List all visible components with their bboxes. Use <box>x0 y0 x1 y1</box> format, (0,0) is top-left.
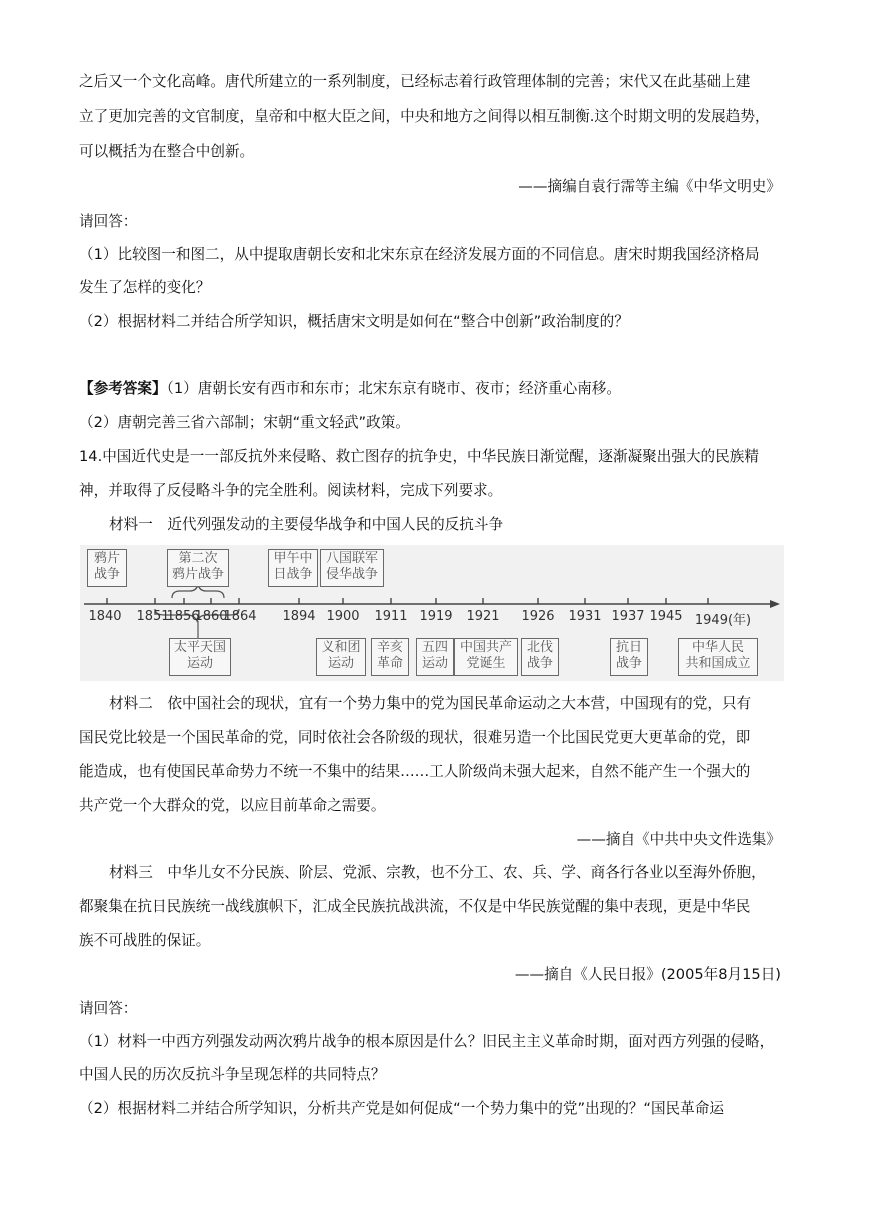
struggle-box-may-fourth <box>416 638 454 676</box>
year-1919: 1919 <box>419 609 453 624</box>
struggle-box-taiping <box>169 638 231 676</box>
passage-line-1: 之后又一个文化高峰。唐代所建立的一系列制度，已经标志着行政管理体制的完善；宋代又在此基础上建 <box>79 73 751 90</box>
passage-line-2: 立了更加完善的文官制度，皇帝和中枢大臣之间，中央和地方之间得以相互制衡.这个时期文明的发展趋势， <box>79 108 770 125</box>
year-1860: 1860 <box>194 609 228 624</box>
question-14-line-1: 14.中国近代史是一一部反抗外来侵略、救亡图存的抗争史，中华民族日渐觉醒，逐渐凝聚出强大的民族精 <box>79 448 759 465</box>
war-box-line: 战争 <box>93 567 120 582</box>
answer-line-1 <box>79 378 791 400</box>
year-1949: 1949(年) <box>694 613 752 628</box>
struggle-box-line: 中国共产 <box>459 640 512 655</box>
timeline-arrowhead <box>770 600 780 608</box>
year-1900: 1900 <box>326 609 360 624</box>
please-answer-label-2: 请回答： <box>79 1000 138 1017</box>
struggle-box-line: 运动 <box>421 656 448 671</box>
struggle-box-line: 革命 <box>376 656 403 671</box>
struggle-box-line: 太平天国 <box>173 640 226 655</box>
material-3-line-1: 材料三 中华儿女不分民族、阶层、党派、宗教，也不分工、农、兵、学、商各行各业以至海外侨胞， <box>109 864 766 881</box>
question-14-2: （2）根据材料二并结合所学知识，分析共产党是如何促成“一个势力集中的党”出现的？“国民革命运 <box>79 1100 724 1117</box>
material-2-line-3: 能造成，也有使国民革命势力不统一不集中的结果……工人阶级尚未强大起来，自然不能产生一个强大的 <box>79 763 751 780</box>
material-1-title: 材料一 近代列强发动的主要侵华战争和中国人民的反抗斗争 <box>109 516 504 533</box>
struggle-box-line: 运动 <box>327 656 354 671</box>
question-14-1-line-2: 中国人民的历次反抗斗争呈现怎样的共同特点？ <box>79 1066 386 1083</box>
struggle-box-line: 北伐 <box>526 640 553 655</box>
please-answer-label-1: 请回答： <box>79 213 138 230</box>
passage-line-3: 可以概括为在整合中创新。 <box>79 143 255 160</box>
source-citation-3: ——摘自《人民日报》(2005年8月15日) <box>514 966 781 983</box>
question-14-line-2: 神，并取得了反侵略斗争的完全胜利。阅读材料，完成下列要求。 <box>79 482 503 499</box>
material-2-line-1: 材料二 依中国社会的现状，宜有一个势力集中的党为国民革命运动之大本营，中国现有的党，只有 <box>109 695 752 712</box>
year-1921: 1921 <box>466 609 500 624</box>
struggle-box-prc-founded <box>678 638 758 676</box>
struggle-box-anti-japanese-war <box>610 638 648 676</box>
answer-1-text: （1）唐朝长安有西市和东市；北宋东京有晓市、夜市；经济重心南移。 <box>166 380 621 397</box>
year-1926: 1926 <box>521 609 555 624</box>
struggle-box-line: 中华人民 <box>691 640 744 655</box>
war-box-line: 日战争 <box>273 567 313 582</box>
struggle-box-line: 共和国成立 <box>685 656 751 671</box>
struggle-box-line: 运动 <box>186 656 213 671</box>
war-box-line: 八国联军 <box>325 551 378 566</box>
year-1911: 1911 <box>374 609 408 624</box>
war-box-line: 侵华战争 <box>325 567 378 582</box>
year-1945: 1945 <box>649 609 683 624</box>
year-1894: 1894 <box>282 609 316 624</box>
struggle-box-northern-expedition <box>521 638 559 676</box>
question-13-1-line-1: （1）比较图一和图二，从中提取唐朝长安和北宋东京在经济发展方面的不同信息。唐宋时期我国经济格局 <box>79 246 760 263</box>
material-3-line-2: 都聚集在抗日民族统一战线旗帜下，汇成全民族抗战洪流，不仅是中华民族觉醒的集中表现，更是中华民 <box>79 898 751 915</box>
source-citation-1: ——摘编自袁行霈等主编《中华文明史》 <box>518 178 781 195</box>
war-box-line: 甲午中 <box>273 551 313 566</box>
question-14-1-line-1: （1）材料一中西方列强发动两次鸦片战争的根本原因是什么？旧民主主义革命时期，面对西方列强的侵略， <box>79 1033 775 1050</box>
year-1851: 1851 <box>136 609 170 624</box>
year-1864: 1864 <box>223 609 257 624</box>
year-1931: 1931 <box>568 609 602 624</box>
material-2-line-2: 国民党比较是一个国民革命的党，同时依社会各阶级的现状，很难另造一个比国民党更大更革命的党，即 <box>79 729 751 746</box>
year-1937: 1937 <box>611 609 645 624</box>
struggle-box-cpc-founded <box>454 638 518 676</box>
material-3-line-3: 族不可战胜的保证。 <box>79 932 211 949</box>
struggle-box-line: 义和团 <box>321 640 361 655</box>
answer-label: 【参考答案】 <box>79 380 167 397</box>
struggle-box-line: 抗日 <box>615 640 642 655</box>
war-box-line: 鸦片战争 <box>171 567 224 582</box>
source-citation-2: ——摘自《中共中央文件选集》 <box>576 831 781 848</box>
material-2-line-4: 共产党一个大群众的党，以应目前革命之需要。 <box>79 797 386 814</box>
struggle-box-boxer <box>316 638 366 676</box>
struggle-box-line: 党诞生 <box>466 656 506 671</box>
war-box-second-opium-war <box>167 549 229 587</box>
war-box-opium-war <box>87 549 127 587</box>
answer-line-2: （2）唐朝完善三省六部制；宋朝“重文轻武”政策。 <box>79 414 410 431</box>
struggle-box-line: 战争 <box>615 656 642 671</box>
war-box-eight-nation-alliance <box>320 549 384 587</box>
timeline-figure <box>80 545 784 681</box>
question-13-1-line-2: 发生了怎样的变化？ <box>79 279 211 296</box>
year-1840: 1840 <box>88 609 122 624</box>
struggle-box-xinhai <box>371 638 409 676</box>
struggle-box-line: 五四 <box>421 640 448 655</box>
war-box-line: 第二次 <box>178 551 218 566</box>
year-1856: 1856 <box>166 609 200 624</box>
question-13-2: （2）根据材料二并结合所学知识，概括唐宋文明是如何在“整合中创新”政治制度的？ <box>79 313 629 330</box>
struggle-box-line: 辛亥 <box>376 640 403 655</box>
struggle-box-line: 战争 <box>526 656 553 671</box>
war-box-sino-japanese-war <box>268 549 318 587</box>
war-box-line: 鸦片 <box>93 551 120 566</box>
